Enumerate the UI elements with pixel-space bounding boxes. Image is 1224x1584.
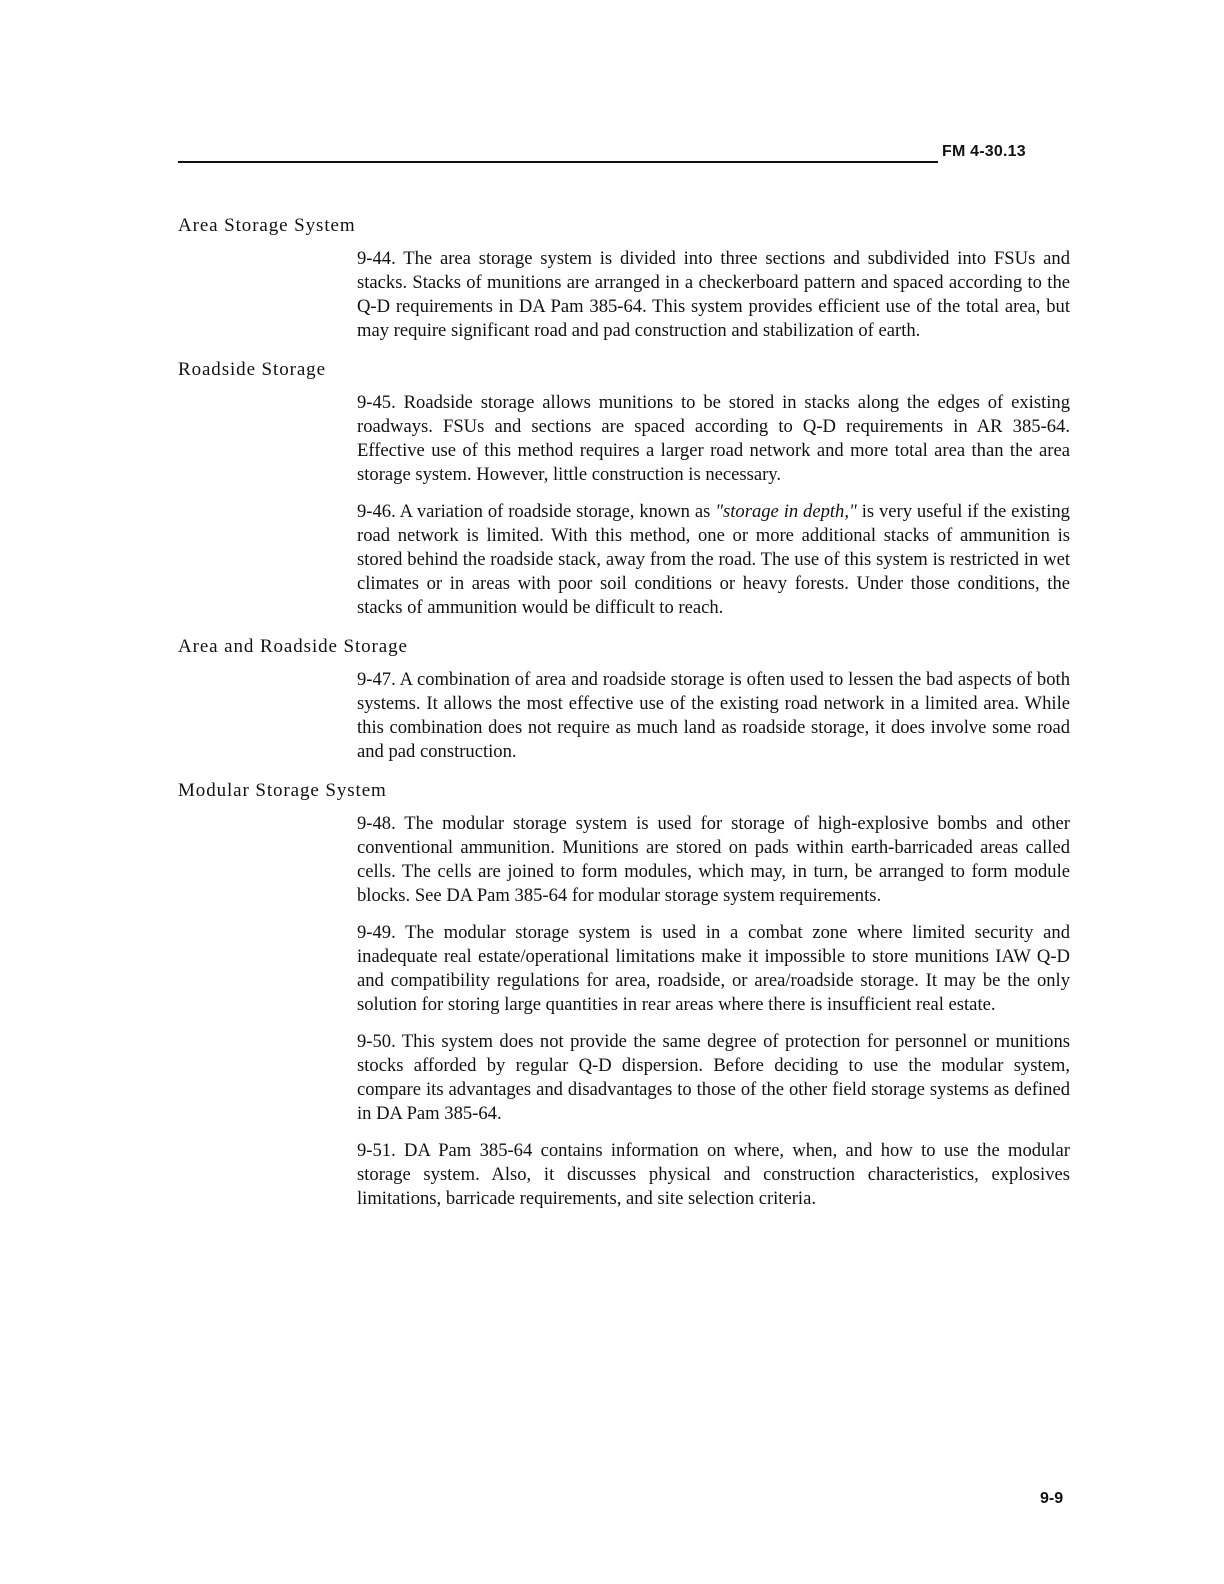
header-rule <box>178 161 938 163</box>
page-number: 9-9 <box>1040 1490 1064 1507</box>
paragraph-9-47: 9-47. A combination of area and roadside storage is often used to lessen the bad aspects of both systems. It allows the most effective use of the existing road network in a limited area. While this combination does not require as much land as roadside storage, it does involve some road and pad construction. <box>357 669 1070 762</box>
section-heading: Area and Roadside Storage <box>178 636 408 657</box>
paragraph-9-46-rest: is very useful if the existing road network is limited. With this method, one or more additional stacks of ammunition is stored behind the roadside stack, away from the road. The use of this system is restricted in wet climates or in areas with poor soil conditions or heavy forests. Under those conditions, the stacks of ammunition would be difficult to reach. <box>357 501 1070 618</box>
paragraph-9-45: 9-45. Roadside storage allows munitions to be stored in stacks along the edges of existing roadways. FSUs and sections are spaced according to Q-D requirements in AR 385-64. Effective use of this method requires a larger road network and more total area than the area storage system. However, little construction is necessary. <box>357 392 1070 485</box>
paragraph-9-50: 9-50. This system does not provide the same degree of protection for personnel or munitions stocks afforded by regular Q-D dispersion. Before deciding to use the modular system, compare its advantages and disadvantages to those of the other field storage systems as defined in DA Pam 385-64. <box>357 1031 1070 1124</box>
section-area-storage <box>178 213 1071 343</box>
document-id: FM 4-30.13 <box>942 143 1026 160</box>
paragraph-9-48: 9-48. The modular storage system is used for storage of high-explosive bombs and other conventional ammunition. Munitions are stored on pads within earth-barricaded areas called cells. The cells are joined to form modules, which may, in turn, be arranged to form module blocks. See DA Pam 385-64 for modular storage system requirements. <box>357 813 1070 906</box>
section-modular-storage <box>178 778 1071 1211</box>
section-heading: Area Storage System <box>178 215 356 236</box>
section-roadside-storage <box>178 357 1071 620</box>
paragraph-9-46 <box>357 500 1070 620</box>
section-heading: Modular Storage System <box>178 780 387 801</box>
paragraph-9-49: 9-49. The modular storage system is used in a combat zone where limited security and inadequate real estate/operational limitations make it impossible to store munitions IAW Q-D and compatibility regulations for area, roadside, or area/roadside storage. It may be the only solution for storing large quantities in rear areas where there is insufficient real estate. <box>357 922 1070 1015</box>
paragraph-9-51: 9-51. DA Pam 385-64 contains information on where, when, and how to use the modular storage system. Also, it discusses physical and construction characteristics, explosives limitations, barricade requirements, and site selection criteria. <box>357 1140 1070 1209</box>
section-area-and-roadside-storage <box>178 634 1071 764</box>
page-content <box>178 213 1071 1224</box>
running-header <box>178 143 1038 165</box>
paragraph-9-46-lead: 9-46. A variation of roadside storage, known as <box>357 501 716 522</box>
paragraph-9-44: 9-44. The area storage system is divided into three sections and subdivided into FSUs and stacks. Stacks of munitions are arranged in a checkerboard pattern and spaced according to the Q-D requirements in DA Pam 385-64. This system provides efficient use of the total area, but may require significant road and pad construction and stabilization of earth. <box>357 248 1070 341</box>
section-heading: Roadside Storage <box>178 359 326 380</box>
term-storage-in-depth: "storage in depth," <box>715 501 857 522</box>
